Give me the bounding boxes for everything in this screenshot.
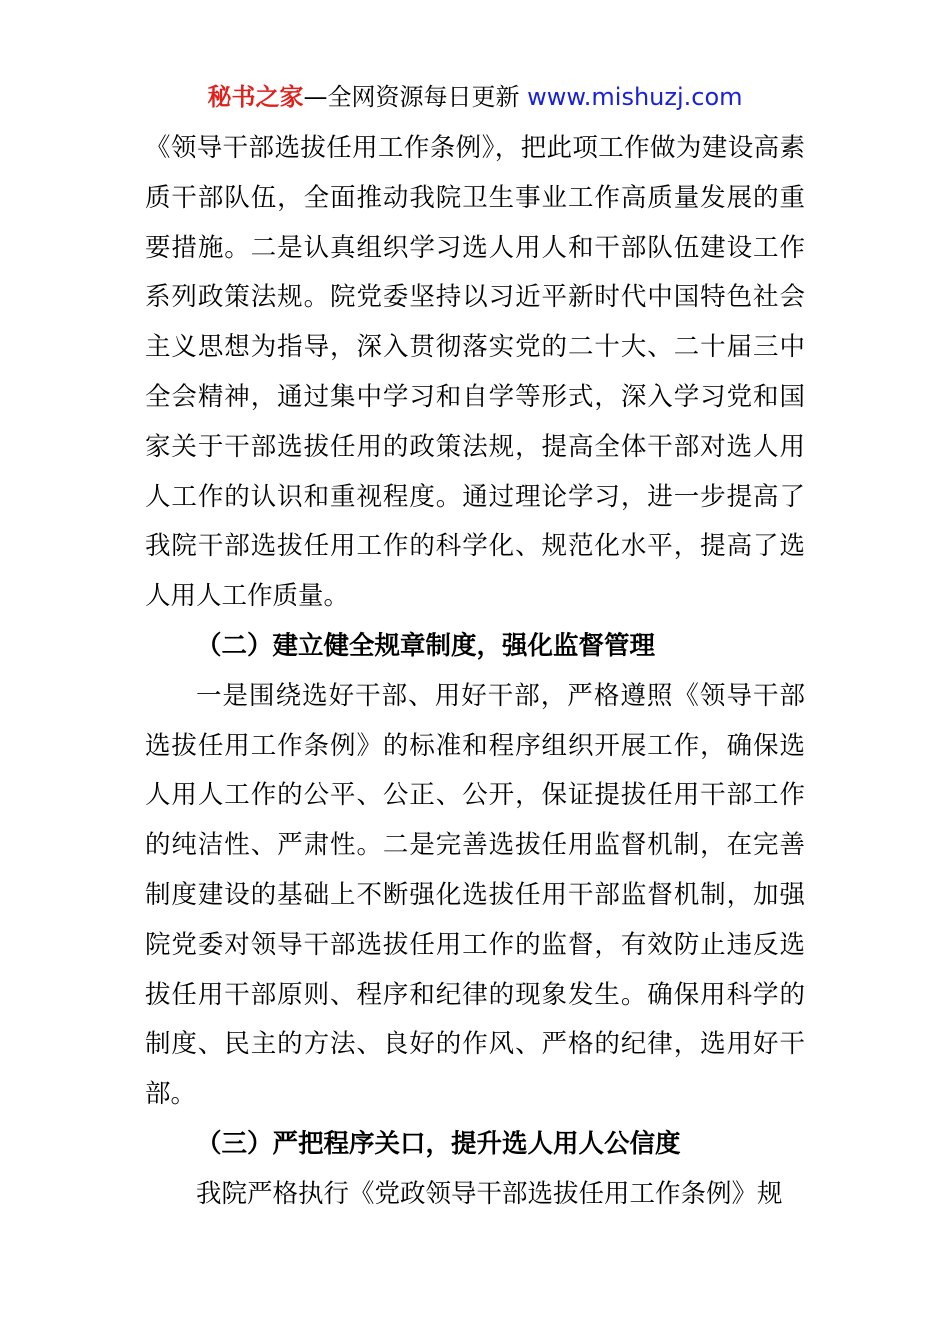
section-heading-2: （二）建立健全规章制度，强化监督管理 bbox=[196, 630, 656, 661]
paragraph-continuation: 《领导干部选拔任用工作条例》，把此项工作做为建设高素质干部队伍，全面推动我院卫生事业工作高质量发展的重要措施。二是认真组织学习选人用人和干部队伍建设工作系列政策法规。院党委坚持以习近平新时代中国特色社会主义思想为指导，深入贯彻落实党的二十大、二十届三中全会精神，通过集中学习和自学等形式，深入学习党和国家关于干部选拔任用的政策法规，提高全体干部对选人用人工作的认识和重视程度。通过理论学习，进一步提高了我院干部选拔任用工作的科学化、规范化水平，提高了选人用人工作质量。 bbox=[145, 133, 805, 612]
site-tagline: —全网资源每日更新 bbox=[303, 83, 520, 111]
document-body bbox=[145, 124, 805, 1220]
paragraph-section-2: 一是围绕选好干部、用好干部，严格遵照《领导干部选拔任用工作条例》的标准和程序组织开展工作，确保选人用人工作的公平、公正、公开，保证提拔任用干部工作的纯洁性、严肃性。二是完善选拔任用监督机制，在完善制度建设的基础上不断强化选拔任用干部监督机制，加强院党委对领导干部选拔任用工作的监督，有效防止违反选拔任用干部原则、程序和纪律的现象发生。确保用科学的制度、民主的方法、良好的作风、严格的纪律，选用好干部。 bbox=[145, 680, 805, 1110]
site-header bbox=[0, 80, 950, 114]
site-url-link[interactable]: www.mishuzj.com bbox=[527, 83, 743, 111]
section-heading-3: （三）严把程序关口，提升选人用人公信度 bbox=[196, 1128, 681, 1159]
paragraph-section-3: 我院严格执行《党政领导干部选拔任用工作条例》规 bbox=[196, 1178, 783, 1209]
site-brand: 秘书之家 bbox=[207, 83, 304, 111]
